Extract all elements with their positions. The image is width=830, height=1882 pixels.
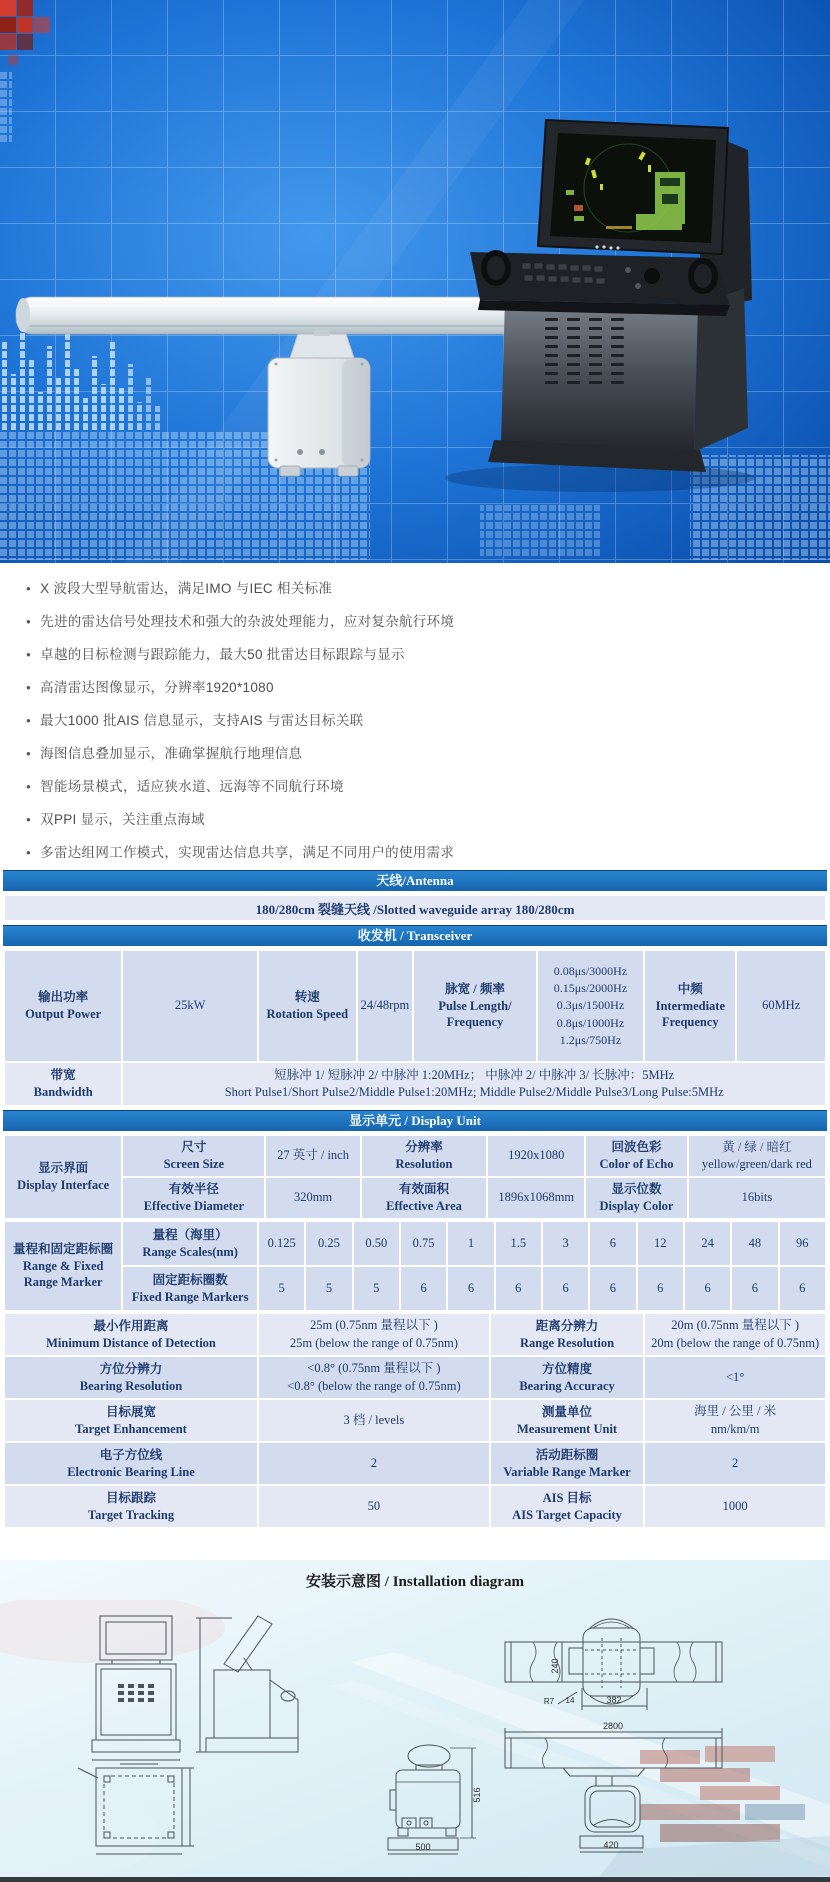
feature-item: ● 海图信息叠加显示，准确掌握航行地理信息: [26, 744, 830, 764]
cell-rotation-label: 转速 Rotation Speed: [258, 950, 357, 1062]
fixed-marker-value: 6: [779, 1266, 826, 1311]
range-scale-value: 0.25: [305, 1221, 352, 1266]
cell-measurement-unit-label: 测量单位 Measurement Unit: [490, 1399, 645, 1442]
console-keyboard: [470, 252, 730, 316]
cell-range-scales-label: 量程（海里） Range Scales(nm): [122, 1221, 258, 1266]
range-scale-value: 24: [684, 1221, 731, 1266]
range-scale-value: 0.50: [353, 1221, 400, 1266]
cell-resolution-value: 1920x1080: [487, 1135, 585, 1177]
cell-bits-value: 16bits: [688, 1177, 826, 1219]
section-header-display-unit: 显示单元 / Display Unit: [3, 1110, 827, 1131]
radar-screen-image: [550, 133, 716, 250]
dim-mount-width: 382: [606, 1695, 622, 1705]
cell-range-resolution-label: 距离分辨力 Range Resolution: [490, 1313, 645, 1356]
fixed-marker-value: 5: [353, 1266, 400, 1311]
range-scale-value: 0.125: [258, 1221, 305, 1266]
dim-offset: 14: [565, 1696, 575, 1705]
feature-item: ● 最大1000 批AIS 信息显示，支持AIS 与雷达目标关联: [26, 711, 830, 731]
feature-item: ● 卓越的目标检测与跟踪能力，最大50 批雷达目标跟踪与显示: [26, 645, 830, 665]
cell-output-power-value: 25kW: [122, 950, 258, 1062]
range-scale-value: 96: [779, 1221, 826, 1266]
cell-min-distance-value: 25m (0.75nm 量程以下 ) 25m (below the range of 0.75nm): [258, 1313, 490, 1356]
cell-tracking-value: 50: [258, 1485, 490, 1528]
range-scale-value: 1: [447, 1221, 494, 1266]
fixed-marker-value: 6: [495, 1266, 542, 1311]
display-spec-table: [3, 1312, 827, 1529]
cell-area-value: 1896x1068mm: [487, 1177, 585, 1219]
fixed-marker-value: 5: [305, 1266, 352, 1311]
fixed-marker-value: 6: [684, 1266, 731, 1311]
range-scale-value: 12: [637, 1221, 684, 1266]
display-interface-table: [3, 1134, 827, 1220]
dim-antenna-span: 2800: [602, 1721, 624, 1731]
cell-bandwidth-label: 带宽 Bandwidth: [4, 1062, 122, 1106]
range-scales-table: [3, 1220, 827, 1312]
range-scale-value: 48: [731, 1221, 778, 1266]
feature-list: [26, 579, 830, 863]
cell-echo-label: 回波色彩 Color of Echo: [585, 1135, 688, 1177]
cell-bearing-resolution-label: 方位分辨力 Bearing Resolution: [4, 1356, 258, 1399]
fixed-marker-value: 6: [447, 1266, 494, 1311]
transceiver-spec-table: [3, 949, 827, 1107]
cell-screen-size-value: 27 英寸 / inch: [265, 1135, 360, 1177]
drawing-turning-unit-side-view: [388, 1745, 476, 1854]
feature-item: ● 高清雷达图像显示，分辨率1920*1080: [26, 678, 830, 698]
feature-item: ● X 波段大型导航雷达，满足IMO 与IEC 相关标准: [26, 579, 830, 599]
cell-ebl-value: 2: [258, 1442, 490, 1485]
antenna-subtitle: 180/280cm 裂缝天线 /Slotted waveguide array 180/280cm: [4, 895, 826, 921]
fixed-marker-value: 6: [637, 1266, 684, 1311]
cell-bearing-resolution-value: <0.8° (0.75nm 量程以下 ) <0.8° (below the range of 0.75nm): [258, 1356, 490, 1399]
installation-diagram: [0, 1600, 830, 1876]
range-scale-value: 1.5: [495, 1221, 542, 1266]
section-header-transceiver: 收发机 / Transceiver: [3, 925, 827, 946]
cell-measurement-unit-value: 海里 / 公里 / 米 nm/km/m: [644, 1399, 826, 1442]
cell-area-label: 有效面积 Effective Area: [361, 1177, 488, 1219]
cell-bearing-accuracy-value: <1°: [644, 1356, 826, 1399]
cell-output-power-label: 输出功率 Output Power: [4, 950, 122, 1062]
cell-pulse-values: 0.08μs/3000Hz 0.15μs/2000Hz 0.3μs/1500Hz 0.8μs/1000Hz 1.2μs/750Hz: [537, 950, 645, 1062]
fixed-marker-value: 5: [258, 1266, 305, 1311]
cell-fixed-markers-label: 固定距标圈数 Fixed Range Markers: [122, 1266, 258, 1311]
hero-product-illustration: [0, 0, 830, 563]
cell-bits-label: 显示位数 Display Color: [585, 1177, 688, 1219]
cell-min-distance-label: 最小作用距离 Minimum Distance of Detection: [4, 1313, 258, 1356]
spec-section: [0, 865, 830, 1560]
range-scale-value: 0.75: [400, 1221, 447, 1266]
dim-radius: R7: [543, 1697, 555, 1706]
cell-enhancement-value: 3 档 / levels: [258, 1399, 490, 1442]
cell-vrm-value: 2: [644, 1442, 826, 1485]
fixed-marker-value: 6: [589, 1266, 636, 1311]
dim-antenna-depth: 240: [550, 1658, 560, 1674]
antenna-spec-table: [3, 894, 827, 922]
feature-item: ● 先进的雷达信号处理技术和强大的杂波处理能力，应对复杂航行环境: [26, 612, 830, 632]
fixed-marker-value: 6: [542, 1266, 589, 1311]
range-scale-value: 3: [542, 1221, 589, 1266]
cell-display-interface-label: 显示界面 Display Interface: [4, 1135, 122, 1219]
installation-title: 安装示意图 / Installation diagram: [306, 1574, 524, 1590]
cell-diameter-label: 有效半径 Effective Diameter: [122, 1177, 265, 1219]
fixed-marker-value: 6: [731, 1266, 778, 1311]
dim-unit-depth: 500: [415, 1842, 431, 1852]
installation-section: [0, 1560, 830, 1877]
feature-item: ● 多雷达组网工作模式，实现雷达信息共享，满足不同用户的使用需求: [26, 843, 830, 863]
footer-strip: [0, 1877, 830, 1882]
cell-bandwidth-value: 短脉冲 1/ 短脉冲 2/ 中脉冲 1:20MHz； 中脉冲 2/ 中脉冲 3/ 长脉冲：5MHz Short Pulse1/Short Pulse2/Middle Pulse1:20MHz; Middle Pulse2/Middle Pulse3/Long Pulse:5MHz: [122, 1062, 826, 1106]
hero-banner: [0, 0, 830, 563]
cell-if-label: 中频 Intermediate Frequency: [644, 950, 736, 1062]
cell-resolution-label: 分辨率 Resolution: [361, 1135, 488, 1177]
dim-base-width: 420: [603, 1840, 619, 1850]
cell-rotation-value: 24/48rpm: [357, 950, 414, 1062]
cell-range-group-label: 量程和固定距标圈 Range & Fixed Range Marker: [4, 1221, 122, 1311]
cell-pulse-label: 脉宽 / 频率 Pulse Length/ Frequency: [413, 950, 536, 1062]
fixed-marker-value: 6: [400, 1266, 447, 1311]
cell-if-value: 60MHz: [736, 950, 826, 1062]
feature-item: ● 双PPI 显示，关注重点海域: [26, 810, 830, 830]
cell-ais-label: AIS 目标 AIS Target Capacity: [490, 1485, 645, 1528]
cell-range-resolution-value: 20m (0.75nm 量程以下 ) 20m (below the range of 0.75nm): [644, 1313, 826, 1356]
section-header-antenna: 天线/Antenna: [3, 870, 827, 891]
dim-unit-height: 516: [472, 1787, 482, 1803]
feature-item: ● 智能场景模式，适应狭水道、远海等不同航行环境: [26, 777, 830, 797]
cell-screen-size-label: 尺寸 Screen Size: [122, 1135, 265, 1177]
cell-diameter-value: 320mm: [265, 1177, 360, 1219]
cell-enhancement-label: 目标展宽 Target Enhancement: [4, 1399, 258, 1442]
cell-ais-value: 1000: [644, 1485, 826, 1528]
cell-echo-value: 黄 / 绿 / 暗红 yellow/green/dark red: [688, 1135, 826, 1177]
cell-ebl-label: 电子方位线 Electronic Bearing Line: [4, 1442, 258, 1485]
cell-vrm-label: 活动距标圈 Variable Range Marker: [490, 1442, 645, 1485]
cell-bearing-accuracy-label: 方位精度 Bearing Accuracy: [490, 1356, 645, 1399]
range-scale-value: 6: [589, 1221, 636, 1266]
feature-section: [0, 563, 830, 865]
cell-tracking-label: 目标跟踪 Target Tracking: [4, 1485, 258, 1528]
